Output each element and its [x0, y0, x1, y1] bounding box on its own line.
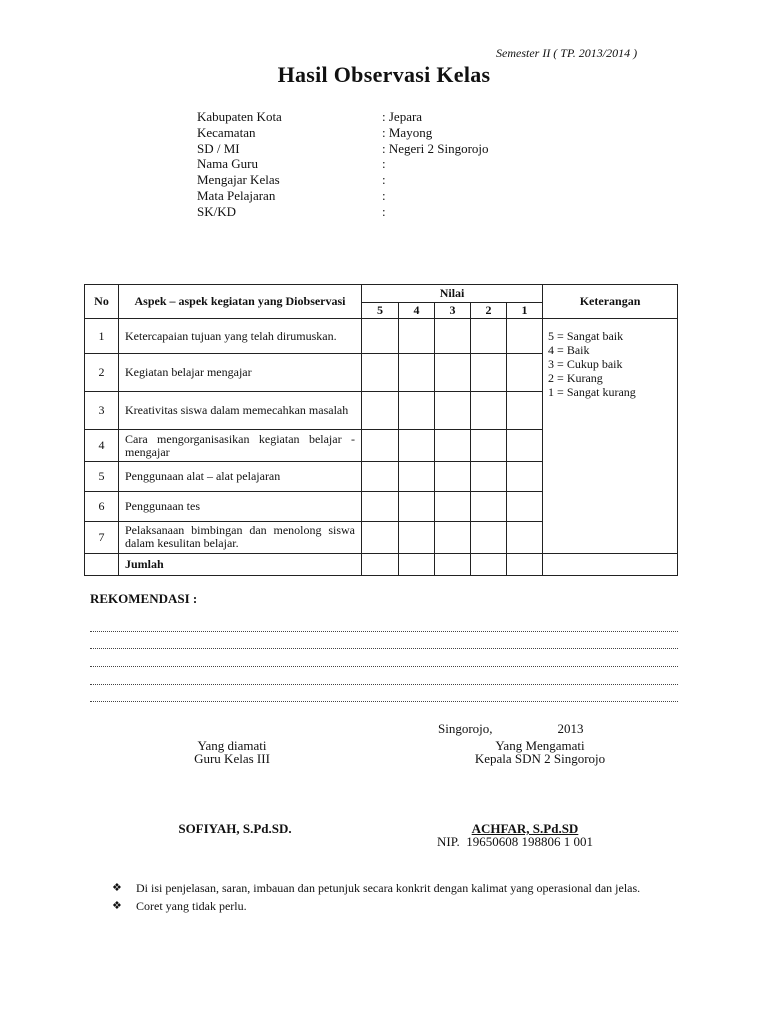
diamond-bullet-icon: ❖ [112, 882, 122, 894]
score-cell[interactable] [507, 492, 543, 521]
empty-cell [543, 553, 678, 575]
note-item [112, 881, 678, 896]
info-value: : [382, 203, 386, 219]
info-label: Mengajar Kelas [197, 172, 280, 188]
observed-name: SOFIYAH, S.Pd.SD. [178, 821, 292, 836]
row-number: 3 [85, 391, 119, 429]
observed-role: Yang diamati [197, 738, 267, 753]
score-cell[interactable] [435, 354, 471, 391]
score-cell[interactable] [362, 521, 399, 553]
score-cell[interactable] [507, 429, 543, 461]
score-cell[interactable] [507, 553, 543, 575]
info-value: : Jepara [382, 109, 423, 124]
observer-name: ACHFAR, S.Pd.SD [471, 821, 579, 836]
score-cell[interactable] [399, 492, 435, 521]
info-label: Kabupaten Kota [197, 109, 282, 124]
row-number: 6 [85, 492, 119, 521]
score-cell[interactable] [399, 319, 435, 354]
rekomendasi-line[interactable] [90, 701, 678, 702]
note-text: Coret yang tidak perlu. [136, 899, 247, 913]
header-aspek: Aspek – aspek kegiatan yang Diobservasi [119, 285, 362, 319]
legend-item: 3 = Cukup baik [548, 357, 623, 372]
legend-item: 4 = Baik [548, 343, 590, 358]
score-cell[interactable] [362, 553, 399, 575]
score-cell[interactable] [399, 354, 435, 391]
score-cell[interactable] [435, 429, 471, 461]
info-row-kelas [197, 172, 682, 188]
row-number: 5 [85, 462, 119, 492]
info-label: SK/KD [197, 203, 237, 219]
table-row-jumlah [85, 553, 678, 575]
score-cell[interactable] [507, 521, 543, 553]
score-cell[interactable] [471, 553, 507, 575]
row-aspect: Cara mengorganisasikan kegiatan belajar - mengajar [119, 429, 362, 461]
info-value: : Mayong [382, 124, 433, 140]
score-cell[interactable] [507, 354, 543, 391]
legend-cell [543, 319, 678, 554]
info-row-kabupaten [197, 109, 682, 125]
score-cell[interactable] [471, 492, 507, 521]
score-header-4: 4 [399, 303, 435, 319]
score-cell[interactable] [435, 492, 471, 521]
row-aspect: Kegiatan belajar mengajar [119, 354, 362, 391]
legend-item: 1 = Sangat kurang [548, 385, 636, 400]
page-title: Hasil Observasi Kelas [277, 62, 491, 87]
note-item [112, 899, 678, 914]
info-value: : [382, 187, 386, 203]
score-cell[interactable] [471, 429, 507, 461]
score-header-2: 2 [471, 303, 507, 319]
info-label: Nama Guru [197, 156, 259, 172]
row-aspect: Ketercapaian tujuan yang telah dirumuskan. [119, 319, 362, 354]
row-aspect: Penggunaan tes [119, 492, 362, 521]
score-cell[interactable] [435, 391, 471, 429]
legend-item: 2 = Kurang [548, 371, 603, 386]
observation-table [84, 284, 678, 576]
score-cell[interactable] [471, 319, 507, 354]
score-cell[interactable] [362, 462, 399, 492]
score-cell[interactable] [362, 391, 399, 429]
score-cell[interactable] [435, 319, 471, 354]
row-number: 4 [85, 429, 119, 461]
score-cell[interactable] [399, 553, 435, 575]
score-header-5: 5 [362, 303, 399, 319]
info-row-skkd [197, 204, 682, 220]
score-cell[interactable] [507, 462, 543, 492]
score-cell[interactable] [471, 354, 507, 391]
score-cell[interactable] [435, 521, 471, 553]
rekomendasi-label: REKOMENDASI : [90, 591, 198, 606]
score-header-3: 3 [435, 303, 471, 319]
rekomendasi-line[interactable] [90, 631, 678, 632]
score-cell[interactable] [471, 462, 507, 492]
observed-class: Guru Kelas III [194, 751, 270, 766]
info-value: : [382, 172, 386, 188]
legend-item: 5 = Sangat baik [548, 329, 624, 344]
info-value: : Negeri 2 Singorojo [382, 140, 489, 156]
info-row-sekolah [197, 141, 682, 157]
place-date: Singorojo, 2013 [438, 721, 584, 736]
score-header-1: 1 [507, 303, 543, 319]
rekomendasi-line[interactable] [90, 684, 678, 685]
info-block [197, 109, 682, 220]
score-cell[interactable] [399, 521, 435, 553]
info-value: : [382, 156, 386, 172]
table-row [85, 319, 678, 354]
row-number: 1 [85, 319, 119, 354]
score-cell[interactable] [507, 391, 543, 429]
row-aspect: Pelaksanaan bimbingan dan menolong siswa dalam kesulitan belajar. [119, 521, 362, 553]
score-cell[interactable] [362, 319, 399, 354]
empty-cell [85, 553, 119, 575]
score-cell[interactable] [507, 319, 543, 354]
score-cell[interactable] [435, 553, 471, 575]
score-cell[interactable] [435, 462, 471, 492]
row-aspect: Penggunaan alat – alat pelajaran [119, 462, 362, 492]
score-cell[interactable] [399, 462, 435, 492]
note-text: Di isi penjelasan, saran, imbauan dan petunjuk secara konkrit dengan kalimat yang operasional dan jelas. [136, 881, 641, 895]
score-cell[interactable] [399, 429, 435, 461]
score-cell[interactable] [471, 521, 507, 553]
observer-nip: NIP. 19650608 198806 1 001 [437, 834, 594, 849]
info-row-mapel [197, 188, 682, 204]
info-label: SD / MI [197, 140, 240, 156]
score-cell[interactable] [471, 391, 507, 429]
notes-list [112, 881, 678, 917]
observer-role: Yang Mengamati [495, 738, 585, 753]
score-cell[interactable] [362, 429, 399, 461]
info-label: Mata Pelajaran [197, 187, 276, 203]
row-aspect: Kreativitas siswa dalam memecahkan masalah [119, 391, 362, 429]
header-keterangan: Keterangan [543, 285, 678, 319]
row-number: 2 [85, 354, 119, 391]
semester-label: Semester II ( TP. 2013/2014 ) [496, 46, 638, 60]
score-cell[interactable] [362, 354, 399, 391]
info-row-kecamatan [197, 125, 682, 141]
score-cell[interactable] [399, 391, 435, 429]
info-row-nama-guru [197, 156, 682, 172]
rekomendasi-line[interactable] [90, 648, 678, 649]
jumlah-label: Jumlah [119, 553, 362, 575]
info-label: Kecamatan [197, 124, 256, 140]
row-number: 7 [85, 521, 119, 553]
header-no: No [85, 285, 119, 319]
diamond-bullet-icon: ❖ [112, 900, 122, 912]
header-nilai: Nilai [362, 285, 543, 303]
rekomendasi-line[interactable] [90, 666, 678, 667]
score-cell[interactable] [362, 492, 399, 521]
observer-position: Kepala SDN 2 Singorojo [474, 751, 606, 766]
